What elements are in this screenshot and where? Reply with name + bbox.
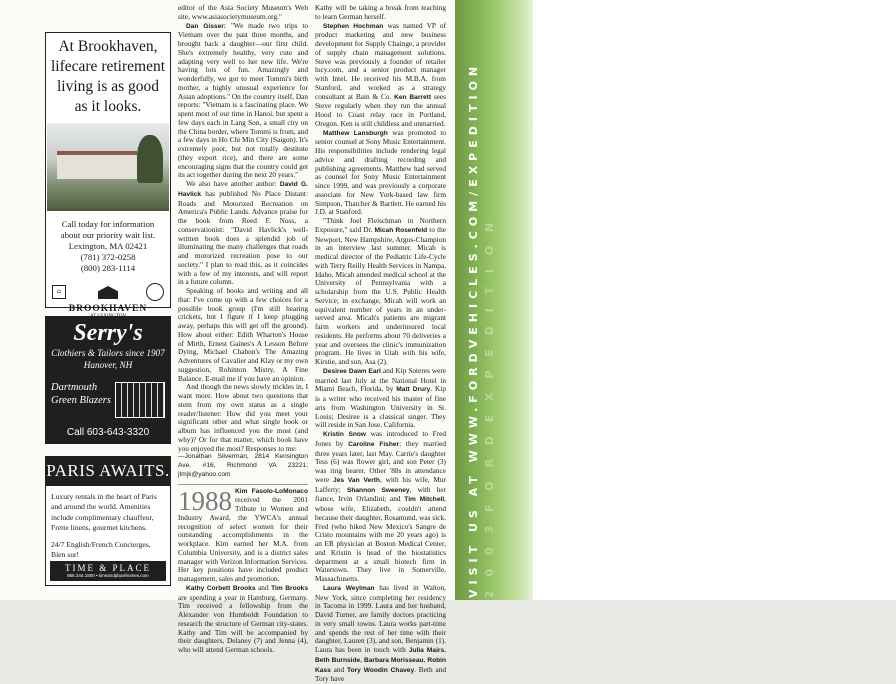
paragraph bbox=[315, 430, 446, 584]
paragraph bbox=[178, 584, 308, 655]
paragraph-text: was named VP of product marketing and new business development for Supply Chainge, a provider of supply chain management solutions. Steve was previously a founder of retailer lucy.com, and a senior product manager with Intel. He received his M.B.A. from Stanford, and worked as a strategy consultant at Bain & Co. bbox=[315, 20, 446, 101]
paragraph-text: "We made two trips to Vietnam over the past three months, and brought back a daughter—our first child. She's extremely healthy, very cute and adapting very well to her new life. We're having lots of fun. Amazingly and wonderfully, we got to meet Tommi's birth mother, a highly unusual experience for Asian adoptions." On the country itself, Dan reports: "Vietnam is a fascinating place. We spent most of our time in Hanoi, but spent a few days each in Lang Son, a small city on the China border, where Tommi is from, and a few days in Ho Chi Min City (Saigon). It's extremely poor, but not totally destitute (they export rice), and there are some encouraging signs that the country could get its act together during the next 20 years." bbox=[178, 20, 308, 180]
person-name: Jes Van Verth bbox=[333, 476, 380, 484]
person-name: Tim Brooks bbox=[271, 584, 308, 592]
paragraph-text: received the 2001 Tribute to Women and Industry Award, the YWCA's annual recognition of select women for their outstanding accomplishments in the workplace. Kim earned her M.A. from Columbia University, and is a district sales manager with Verizon Information Services. Her key positions have included product management, sales and promotion. bbox=[178, 495, 308, 583]
person-name: Shannon Sweeney bbox=[346, 486, 410, 494]
paragraph-text: , with her fiance, Irvin Orlandini; and bbox=[315, 484, 447, 504]
person-name: Beth Burnside bbox=[315, 656, 361, 664]
person-name: Ken Barrett bbox=[394, 93, 432, 101]
paris-ad[interactable] bbox=[45, 456, 171, 586]
person-name: Matt Drury bbox=[396, 386, 431, 394]
serrys-tagline: Clothiers & Tailors since 1907 bbox=[51, 348, 165, 358]
ford-ad-spine[interactable] bbox=[455, 0, 533, 600]
serrys-dartmouth-blazers: Dartmouth Green Blazers bbox=[51, 382, 111, 406]
person-name: Matthew Lansburgh bbox=[323, 129, 388, 137]
class-section bbox=[178, 484, 308, 655]
class-year: 1988 bbox=[178, 485, 232, 516]
blank-facing-page bbox=[533, 0, 896, 600]
paris-brand: TIME & PLACE bbox=[65, 563, 151, 573]
house-icon bbox=[98, 286, 118, 299]
person-name: Julia Mairs bbox=[408, 647, 445, 654]
spine-ghost-text: 2 0 0 3 F O R D E X P E D I T I O N bbox=[483, 217, 496, 598]
person-name: Tim Mitchell bbox=[404, 496, 445, 504]
paragraph-text: has lived in Walton, New York, since completing her residency in Tacoma in 1999. Laura and her husband, David Turner, are family doctors practicing in very small towns. Laura works part-time and spends the rest of her time with their daughter, Lauren (3), and son, Benjamin (1). Laura has been in touch with bbox=[315, 582, 447, 654]
paris-description: Luxury rentals in the heart of Paris and around the world. Amenities include complimentary chauffeur, Frette linens, gourmet kitchens. bbox=[51, 492, 157, 533]
paragraph-text: and bbox=[255, 582, 272, 592]
paragraph bbox=[315, 129, 446, 218]
paragraph-text: . Kip is a writer who received his master of fine arts from Washington University in St. Louis; Desiree is a classical singer. They will reside in San Jose, California. bbox=[315, 384, 446, 430]
paris-headline: PARIS AWAITS. bbox=[46, 457, 170, 486]
brookhaven-phone: (781) 372-0258 bbox=[80, 252, 136, 262]
paragraph-text: was promoted to senior counsel at Sony Music Entertainment. His responsibilities include rendering legal advice and drafting recording and publishing agreements. Matthew had served as counsel for Sony Music Entertainment since 1999, and was previously a corporate associate for New York-based law firm Simpson, Thatcher & Bartlett. He earned his J.D. at Stanford. bbox=[315, 127, 446, 217]
seal-icon bbox=[146, 283, 164, 301]
building-image bbox=[57, 151, 137, 179]
paragraph-text: . Beth and Tory have bbox=[315, 664, 446, 684]
person-name: Caroline Fisher bbox=[348, 440, 400, 448]
paragraph: And though the news slowly trickles in, I want more. How about two questions that stem from my own status as a single reader/listener: How did you meet your significant other and what single book or album has influenced you the most (and why)? Or for that matter, which book have you enjoyed the most? Responses to me: bbox=[178, 382, 308, 453]
paragraph bbox=[315, 217, 446, 367]
spine-url-text[interactable]: VISIT US AT WWW.FORDVEHICLES.COM/EXPEDITION bbox=[467, 61, 480, 598]
paris-body bbox=[46, 486, 170, 560]
paragraph-text: , bbox=[444, 645, 446, 654]
text-column-2 bbox=[315, 4, 446, 684]
serrys-ad[interactable] bbox=[45, 316, 171, 444]
paragraph bbox=[178, 180, 308, 287]
brookhaven-photo bbox=[47, 123, 169, 211]
person-name: David G. Havlick bbox=[178, 181, 308, 198]
paragraph bbox=[315, 584, 446, 684]
brookhaven-phone: (800) 283-1114 bbox=[80, 263, 136, 273]
paragraph-text: "Think Joel Fleischman in Northern Exposure," said Dr. bbox=[315, 216, 446, 234]
person-name: Barbara Morisseau bbox=[364, 656, 424, 664]
brookhaven-ad[interactable] bbox=[45, 32, 171, 314]
person-name: Dan Gisser: bbox=[186, 22, 227, 30]
person-name: Micah Rosenfeld bbox=[374, 226, 428, 234]
person-name: Laura Weylman bbox=[323, 584, 375, 592]
person-name: Stephen Hochman bbox=[323, 22, 384, 30]
person-name: Robin Kass bbox=[315, 656, 446, 674]
brookhaven-line: about our priority wait list. bbox=[60, 230, 156, 240]
paragraph-text: ; they married three years later, last May. Carrie's daughter Tess (6) was flower girl, and son Peter (3) was ring bearer. Other '88s in attendance were bbox=[315, 438, 446, 484]
paragraph bbox=[315, 22, 446, 129]
paragraph-text: , with his wife, Mur Lafferty; bbox=[315, 474, 446, 494]
paragraph-text: We also have another author: bbox=[186, 179, 280, 188]
paragraph bbox=[178, 22, 308, 181]
paragraph-text: , whose wife, Elizabeth, couldn't attend because their daughter, Rosamund, was sick. Fred (who hiked New Mexico's Sangre de Cristo mountains with me 20 years ago) is an ER physician at Boston Medical Center, and Kristin is head of the biostatistics department at a small biotech firm in Watertown. They live in Somerville, Massachusetts. bbox=[315, 494, 446, 583]
author-signature: —Jonathan Silverman, 2814 Kensington Ave. #16, Richmond VA 23221; jtmjk@yahoo.com bbox=[178, 453, 308, 478]
brookhaven-contact bbox=[46, 211, 170, 274]
paris-footer bbox=[50, 561, 166, 581]
person-name: Tory Woodin Chavey bbox=[347, 666, 415, 674]
paris-concierge: 24/7 English/French Concierges, Bien sur! bbox=[51, 539, 151, 560]
serrys-location: Hanover, NH bbox=[83, 360, 133, 370]
tree-image bbox=[137, 135, 163, 183]
storefront-image bbox=[115, 382, 165, 418]
paragraph: Speaking of books and writing and all that: I've come up with a few choices for a possible book group (I'm still hearing crickets, but I figure if I keep plugging away, perhaps this will get off the ground). How about either: Edith Wharton's House of Mirth, Ernest Gaines's A Lesson Before Dying, Michael Chabon's The Amazing Adventures of Cavalier and Klay or my own suggestion, Rohinton Mistry, A Fine Balance. E-mail me if you have an opinion. bbox=[178, 286, 308, 383]
person-name: Kristin Snow bbox=[323, 431, 367, 438]
brookhaven-headline: At Brookhaven, lifecare retirement living is as good as it looks. bbox=[50, 38, 166, 115]
paragraph bbox=[315, 367, 446, 430]
text-column-1 bbox=[178, 4, 308, 655]
brookhaven-line: Call today for information bbox=[61, 219, 155, 229]
paragraph: editor of the Asia Society Museum's Web site, www.asiasocietymuseum.org." bbox=[178, 3, 308, 21]
paragraph: Kathy will be taking a break from teaching to learn German herself. bbox=[315, 3, 446, 21]
person-name: Kim Fasolo-LoMonaco bbox=[235, 487, 308, 495]
equal-housing-icon: ⌂ bbox=[52, 285, 66, 299]
paragraph-text: and Kip Soteres were married last July at the National Hotel in Miami Beach, Florida, by bbox=[315, 365, 447, 394]
serrys-name: Serry's bbox=[73, 320, 143, 346]
brookhaven-address: Lexington, MA 02421 bbox=[68, 241, 148, 251]
person-name: Kathy Corbett Brooks bbox=[186, 584, 256, 592]
paragraph-text: was introduced to Fred Jones by bbox=[315, 429, 446, 448]
brookhaven-logo-name: BROOKHAVEN bbox=[68, 304, 148, 314]
person-name: Desiree Dawn Earl bbox=[323, 367, 381, 375]
paragraph-text: , bbox=[423, 654, 428, 664]
paragraph-text: , bbox=[360, 654, 364, 664]
paragraph-text: sees Steve regularly when they run the annual Hood to Coast relay race in Portland, Oregon. Ken is still childless and unmarried. bbox=[315, 91, 446, 128]
paragraph-text: and bbox=[330, 664, 348, 674]
serrys-phone: Call 603-643-3320 bbox=[66, 427, 150, 438]
paragraph-text: has published No Place Distant: Roads and Motorized Recreation on America's Public Lands. Advance praise for the book from Reed F. Noss, a conservationist: "David Havlick's well-written book does a splendid job of illuminating the many challenges that roads and motorized recreation pose to our society." I plan to read this, as it coincides with a few of my interests, and will report in a future column. bbox=[178, 188, 308, 287]
paragraph-text: to the Newport, New Hampshire, Argus-Champion in an interview last summer. Micah is medical director of the Pediatric Life-Cycle with Terry Reilly Health Services in Nampa, Idaho. Micah attended medical school at the University of Pennsylvania with a scholarship from the U.S. Public Health Service; in exchange, Micah will work an equivalent number of years in an under-served area. Micah's patients are migrant farm workers and underinsured local residents. He performs about 70 deliveries a year and oversees the clinic's immunization program. He lives in Utah with his wife, Kirstie, and son, Asa (2). bbox=[315, 224, 446, 366]
paris-phone: 866.244.1800 • timeandplacehomes.com bbox=[67, 573, 149, 578]
paragraph-text: are spending a year in Hamburg, Germany. Tim received a fellowship from the Alexander von Humboldt Foundation to research the structure of German city-states. Kathy and Tim will be accompanied by their daughters, Delaney (7) and Jenna (4), who will attend German schools. bbox=[178, 592, 308, 654]
